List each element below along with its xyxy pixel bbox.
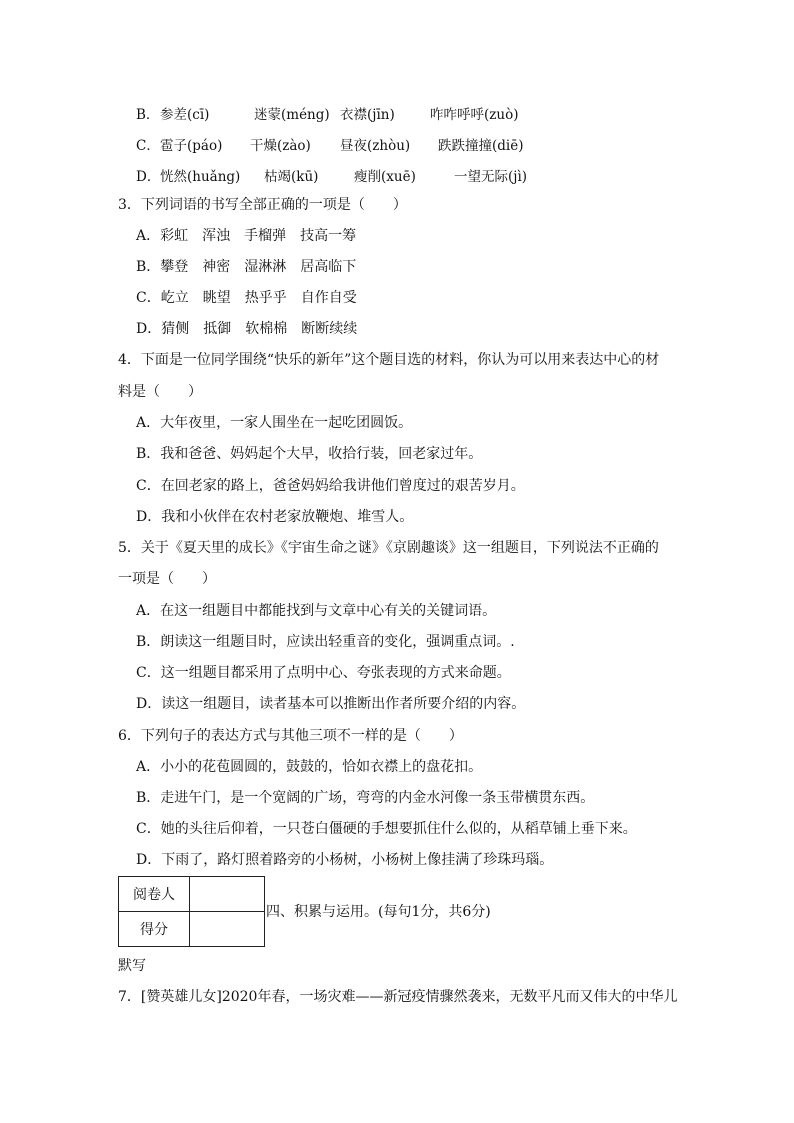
q6-option-d: D．下雨了，路灯照着路旁的小杨树，小杨树上像挂满了珍珠玛瑙。 — [136, 852, 554, 868]
option-word: 跌跌撞撞(diē) — [438, 138, 524, 154]
score-label: 得分 — [119, 912, 190, 947]
option-letter: D． — [136, 169, 161, 185]
q4-stem-line2: 料是（ ） — [118, 384, 202, 400]
q4-option-c: C．在回老家的路上，爸爸妈妈给我讲他们曾度过的艰苦岁月。 — [136, 478, 525, 494]
option-letter: B． — [136, 107, 160, 123]
q3-stem: 3．下列词语的书写全部正确的一项是（ ） — [118, 197, 407, 213]
q3-option-c: C．屹立 眺望 热乎乎 自作自受 — [136, 290, 357, 306]
option-word: 迷蒙(méng) — [254, 107, 330, 123]
option-word: 昼夜(zhòu) — [340, 138, 411, 154]
q4-option-d: D．我和小伙伴在农村老家放鞭炮、堆雪人。 — [136, 509, 414, 525]
q4-option-b: B．我和爸爸、妈妈起个大早，收拾行装，回老家过年。 — [136, 446, 483, 462]
q5-option-d: D．读这一组题目，读者基本可以推断出作者所要介绍的内容。 — [136, 696, 526, 712]
q6-option-b: B．走进午门，是一个宽阔的广场，弯弯的内金水河像一条玉带横贯东西。 — [136, 790, 595, 806]
table-row — [119, 877, 265, 912]
subsection-title: 默写 — [118, 958, 146, 974]
option-word: 瘦削(xuē) — [354, 169, 416, 185]
score-cell[interactable] — [190, 912, 265, 947]
option-letter: C． — [136, 138, 160, 154]
q5-option-c: C．这一组题目都采用了点明中心、夸张表现的方式来命题。 — [136, 665, 511, 681]
option-word: 咋咋呼呼(zuò) — [430, 107, 519, 123]
q4-stem-line1: 4．下面是一位同学围绕“快乐的新年”这个题目选的材料，你认为可以用来表达中心的材 — [118, 352, 660, 368]
q3-option-d: D．猜侧 抵御 软棉棉 断断续续 — [136, 321, 358, 337]
option-word: 枯竭(kū) — [264, 169, 319, 185]
q6-option-c: C．她的头往后仰着，一只苍白僵硬的手想要抓住什么似的，从稻草铺上垂下来。 — [136, 821, 637, 837]
section-4-title: 四、积累与运用。(每句1分，共6分) — [266, 904, 491, 920]
q5-stem-line2: 一项是（ ） — [118, 571, 216, 587]
q4-option-a: A．大年夜里，一家人围坐在一起吃团圆饭。 — [136, 415, 413, 431]
q7-stem-line1: 7．[赞英雄儿女]2020年春，一场灾难——新冠疫情骤然袭来，无数平凡而又伟大的中华儿 — [118, 989, 678, 1005]
option-word: 衣襟(jīn) — [340, 107, 395, 123]
q5-option-a: A．在这一组题目中都能找到与文章中心有关的关键词语。 — [136, 603, 497, 619]
q5-stem-line1: 5．关于《夏天里的成长》《宇宙生命之谜》《京剧趣谈》这一组题目，下列说法不正确的 — [118, 540, 659, 556]
option-word: 恍然(huǎng) — [160, 169, 241, 185]
option-word: 参差(cī) — [160, 107, 210, 123]
option-word: 一望无际(jì) — [454, 169, 528, 185]
q6-option-a: A．小小的花苞圆圆的，鼓鼓的，恰如衣襟上的盘花扣。 — [136, 759, 483, 775]
option-word: 干燥(zào) — [250, 138, 311, 154]
reviewer-cell[interactable] — [190, 877, 265, 912]
reviewer-label: 阅卷人 — [119, 877, 190, 912]
option-word: 雹子(páo) — [160, 138, 223, 154]
q3-option-a: A．彩虹 浑浊 手榴弹 技高一筹 — [136, 228, 357, 244]
score-table — [118, 876, 265, 947]
table-row — [119, 912, 265, 947]
q5-option-b: B．朗读这一组题目时，应读出轻重音的变化，强调重点词。. — [136, 634, 515, 650]
q3-option-b: B．攀登 神密 湿淋淋 居高临下 — [136, 259, 357, 275]
q6-stem: 6．下列句子的表达方式与其他三项不一样的是（ ） — [118, 728, 463, 744]
